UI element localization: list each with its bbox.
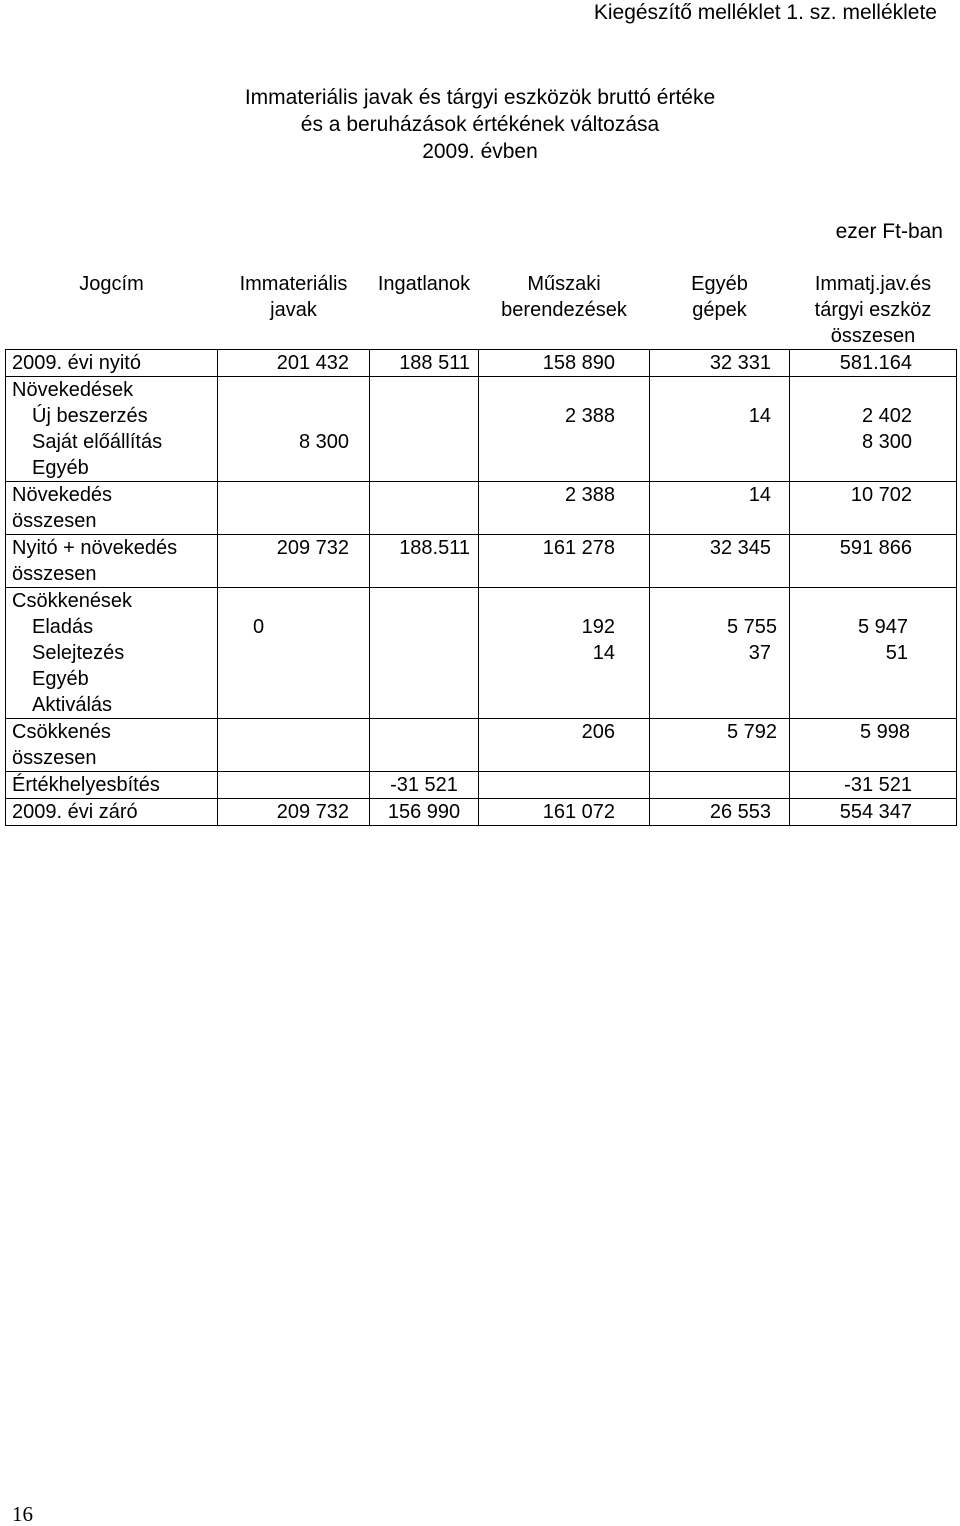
table-row-revaluation <box>6 772 957 799</box>
cell-other: 5 755 37 <box>650 588 790 719</box>
page-number: 16 <box>12 1502 33 1526</box>
cell-technical: 2 388 <box>479 377 650 482</box>
table-row-decreases <box>6 588 957 719</box>
document-title <box>0 84 960 165</box>
cell-technical: 206 <box>479 719 650 772</box>
title-line-1: Immateriális javak és tárgyi eszközök bruttó értéke <box>244 86 716 109</box>
cell-immaterial: 0 <box>218 588 370 719</box>
cell-real-estate <box>370 377 479 482</box>
table-header-row <box>6 271 957 350</box>
cell-immaterial: 209 732 <box>218 535 370 588</box>
cell-immaterial: 209 732 <box>218 799 370 826</box>
row-label: Csökkenések Eladás Selejtezés Egyéb Aktiválás <box>6 588 218 719</box>
title-line-3: 2009. évben <box>422 140 538 163</box>
unit-label: ezer Ft-ban <box>835 220 943 243</box>
table-row-increases <box>6 377 957 482</box>
cell-technical: 158 890 <box>479 350 650 377</box>
cell-total: 5 998 <box>790 719 957 772</box>
asset-value-table <box>5 271 957 826</box>
cell-technical: 161 072 <box>479 799 650 826</box>
cell-total: 591 866 <box>790 535 957 588</box>
cell-technical: 192 14 <box>479 588 650 719</box>
cell-immaterial <box>218 719 370 772</box>
annex-label: Kiegészítő melléklet 1. sz. melléklete <box>593 1 937 24</box>
row-label: 2009. évi záró <box>6 799 218 826</box>
cell-immaterial: 8 300 <box>218 377 370 482</box>
header-technical-equipment: Műszaki berendezések <box>501 273 627 321</box>
cell-total: 5 947 51 <box>790 588 957 719</box>
cell-total: 2 402 8 300 <box>790 377 957 482</box>
table-row-opening-plus-increase <box>6 535 957 588</box>
cell-real-estate <box>370 482 479 535</box>
row-label: 2009. évi nyitó <box>6 350 218 377</box>
row-label: Értékhelyesbítés <box>6 772 218 799</box>
cell-real-estate <box>370 719 479 772</box>
table-row-decrease-total <box>6 719 957 772</box>
cell-technical: 161 278 <box>479 535 650 588</box>
cell-immaterial <box>218 482 370 535</box>
table-row-increase-total <box>6 482 957 535</box>
header-jogcim: Jogcím <box>79 273 144 295</box>
header-other-machines: Egyéb gépek <box>691 273 748 321</box>
cell-real-estate: 188 511 <box>370 350 479 377</box>
cell-other: 26 553 <box>650 799 790 826</box>
row-label: Növekedések Új beszerzés Saját előállítás Egyéb <box>6 377 218 482</box>
header-immaterial: Immateriális javak <box>239 273 348 321</box>
row-label: Nyitó + növekedés összesen <box>6 535 218 588</box>
cell-real-estate: 156 990 <box>370 799 479 826</box>
cell-total: 554 347 <box>790 799 957 826</box>
cell-real-estate <box>370 588 479 719</box>
cell-technical: 2 388 <box>479 482 650 535</box>
cell-real-estate: 188.511 <box>370 535 479 588</box>
cell-other <box>650 772 790 799</box>
header-total: Immatj.jav.és tárgyi eszköz összesen <box>814 273 932 347</box>
cell-immaterial <box>218 772 370 799</box>
cell-total: 581.164 <box>790 350 957 377</box>
row-label: Csökkenés összesen <box>6 719 218 772</box>
cell-other: 14 <box>650 482 790 535</box>
cell-immaterial: 201 432 <box>218 350 370 377</box>
cell-total: -31 521 <box>790 772 957 799</box>
cell-real-estate: -31 521 <box>370 772 479 799</box>
cell-total: 10 702 <box>790 482 957 535</box>
header-real-estate: Ingatlanok <box>377 273 471 295</box>
cell-other: 5 792 <box>650 719 790 772</box>
cell-other: 32 345 <box>650 535 790 588</box>
cell-other: 14 <box>650 377 790 482</box>
row-label: Növekedés összesen <box>6 482 218 535</box>
table-row-opening <box>6 350 957 377</box>
table-row-closing <box>6 799 957 826</box>
title-line-2: és a beruházások értékének változása <box>300 113 660 136</box>
cell-technical <box>479 772 650 799</box>
cell-other: 32 331 <box>650 350 790 377</box>
